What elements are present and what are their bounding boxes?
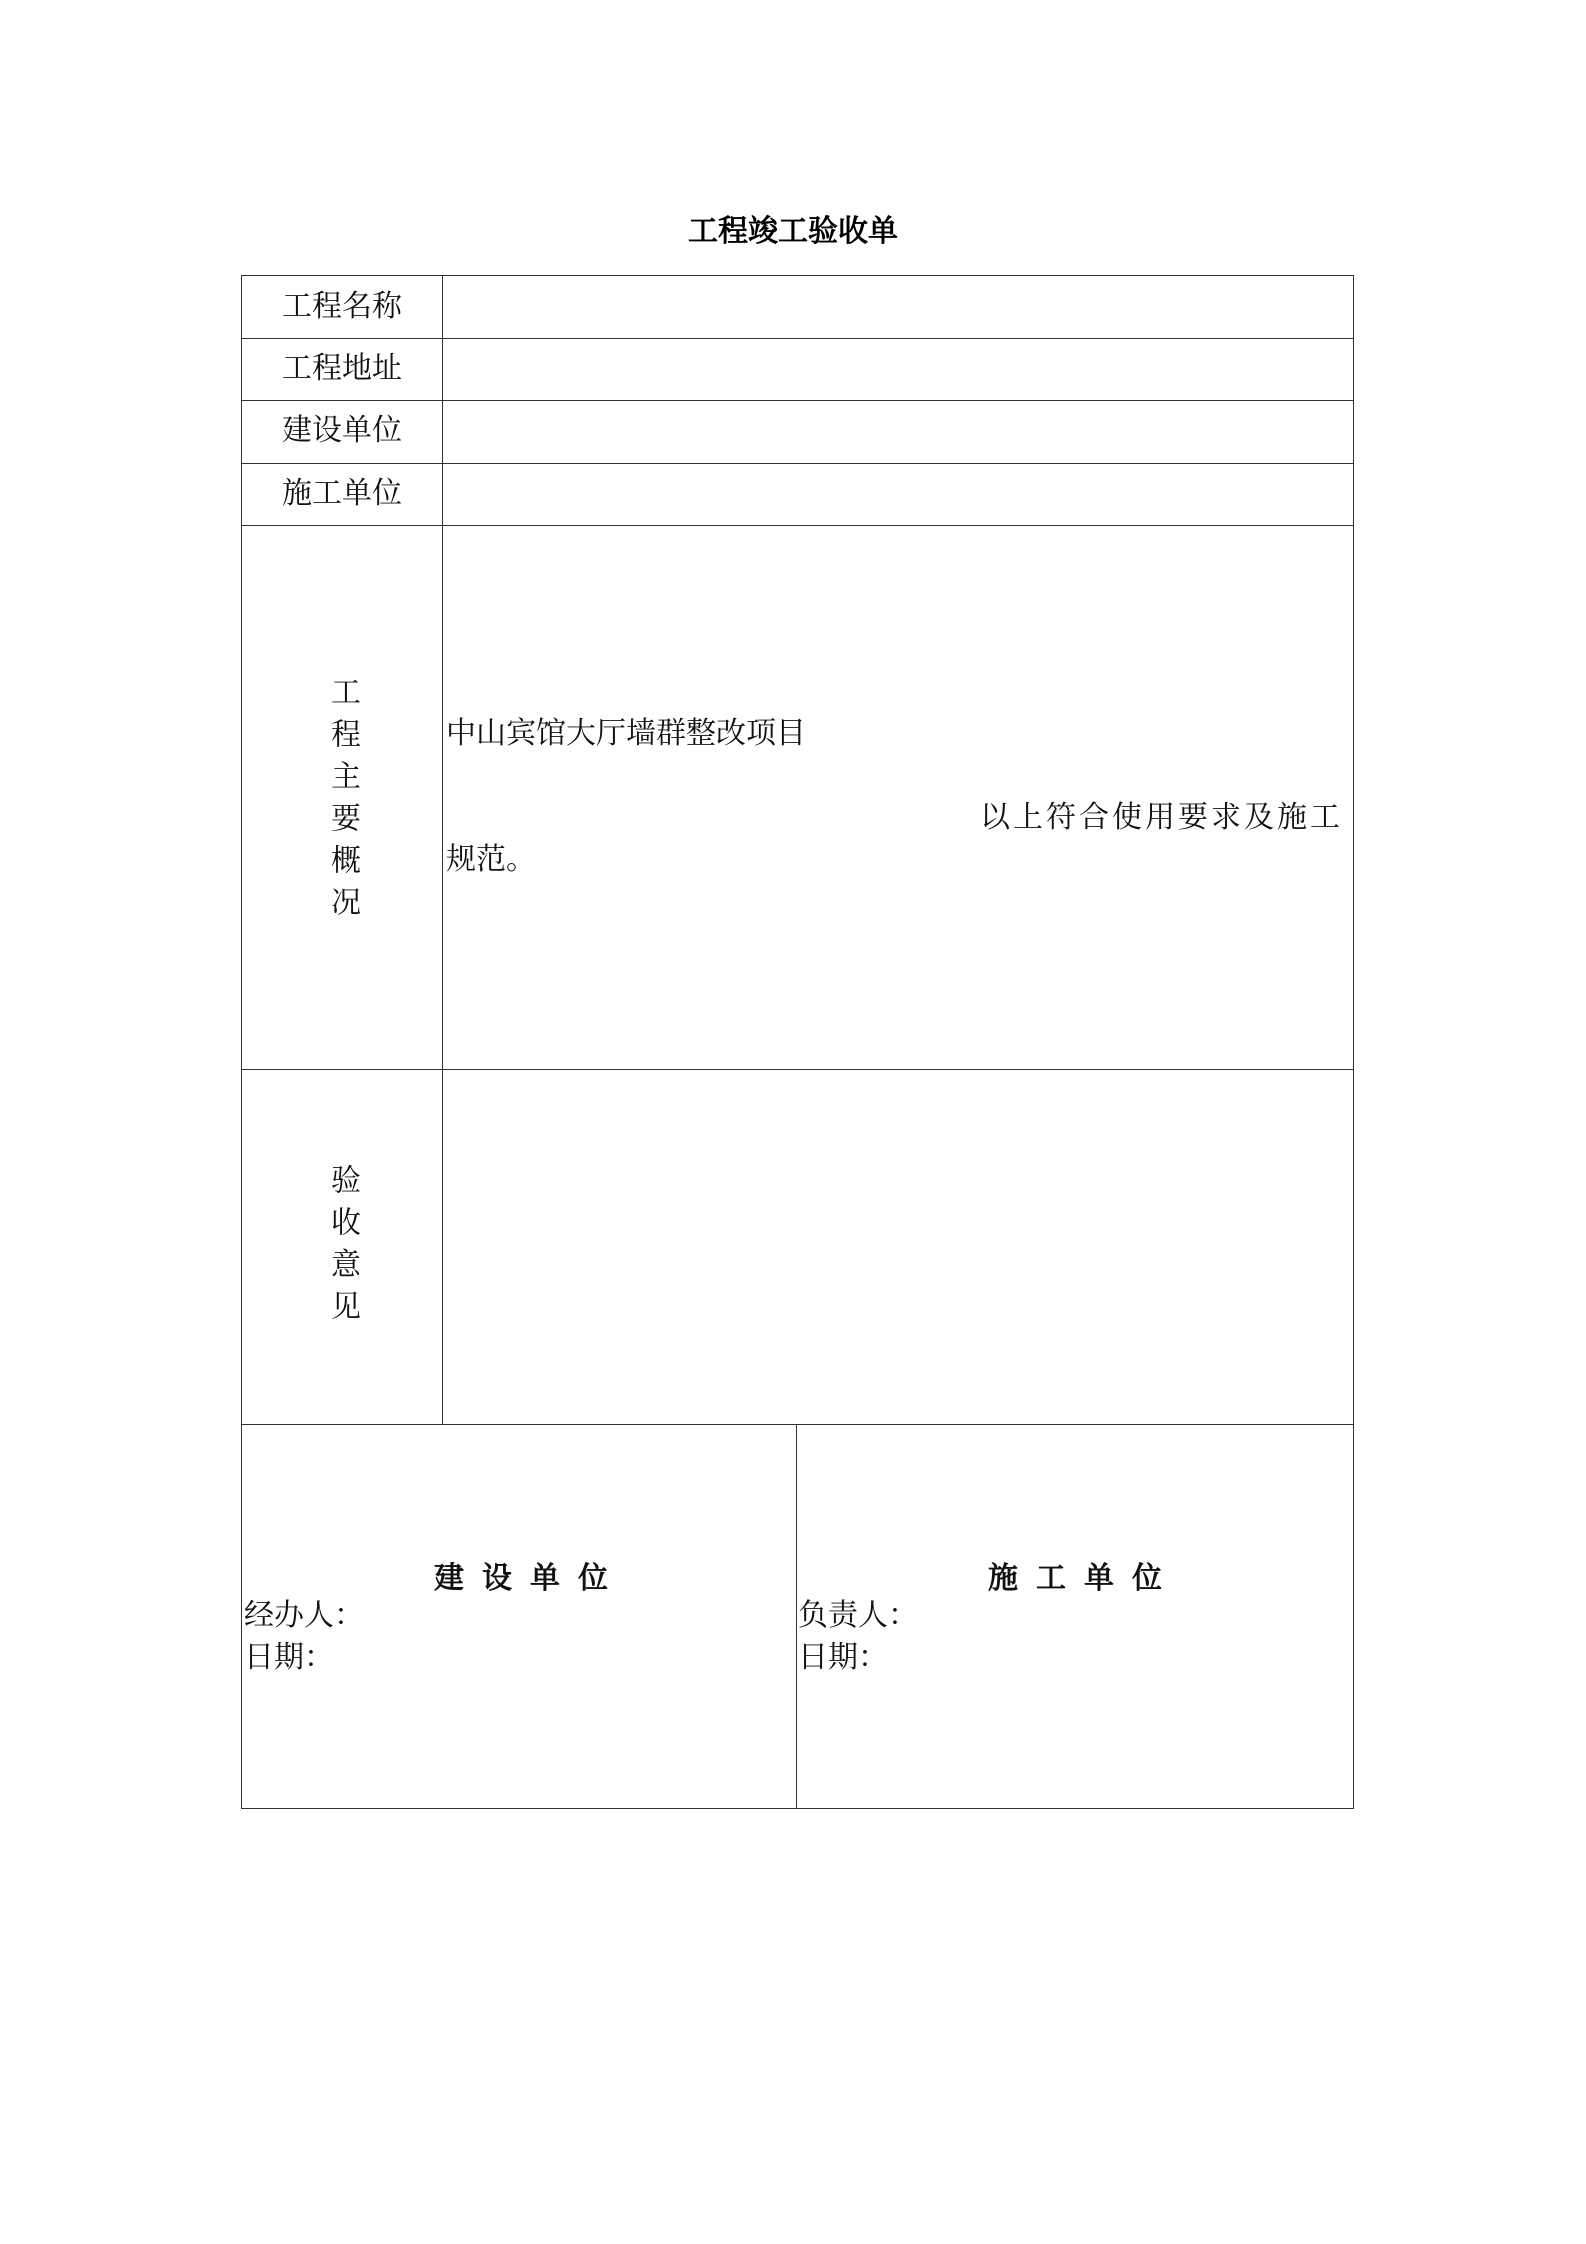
row-divider bbox=[242, 400, 1353, 401]
signature-owner-title: 建设单位 bbox=[434, 1561, 626, 1596]
acceptance-form-table bbox=[241, 275, 1354, 1809]
label-project-address: 工程地址 bbox=[282, 351, 402, 386]
row-divider bbox=[242, 1424, 1353, 1425]
row-divider bbox=[242, 463, 1353, 464]
label-overview: 工程主要概况 bbox=[325, 676, 360, 928]
signature-contractor-person-label: 负责人： bbox=[798, 1598, 918, 1633]
overview-line-1: 中山宾馆大厅墙群整改项目 bbox=[446, 716, 806, 751]
overview-line-2: 以上符合使用要求及施工 bbox=[980, 800, 1343, 835]
column-divider bbox=[442, 276, 443, 1424]
signature-contractor-title: 施工单位 bbox=[988, 1561, 1180, 1596]
label-opinion-wrap bbox=[242, 1164, 442, 1334]
row-divider bbox=[242, 525, 1353, 526]
field-opinion[interactable] bbox=[446, 1076, 1346, 1416]
signature-contractor-date-label: 日期： bbox=[798, 1640, 888, 1675]
document-title: 工程竣工验收单 bbox=[688, 214, 898, 249]
field-construction-owner[interactable] bbox=[446, 410, 1346, 452]
label-overview-wrap bbox=[242, 676, 442, 936]
label-opinion: 验收意见 bbox=[325, 1164, 360, 1332]
label-project-name: 工程名称 bbox=[282, 289, 402, 324]
signature-owner-person-label: 经办人： bbox=[244, 1598, 364, 1633]
field-project-name[interactable] bbox=[446, 286, 1346, 328]
column-divider bbox=[796, 1424, 797, 1808]
signature-owner-date-label: 日期： bbox=[244, 1640, 334, 1675]
row-divider bbox=[242, 1069, 1353, 1070]
overview-line-3: 规范。 bbox=[446, 842, 536, 877]
row-divider bbox=[242, 338, 1353, 339]
label-construction-owner: 建设单位 bbox=[282, 413, 402, 448]
label-contractor: 施工单位 bbox=[282, 476, 402, 511]
field-project-address[interactable] bbox=[446, 348, 1346, 390]
field-contractor[interactable] bbox=[446, 473, 1346, 515]
